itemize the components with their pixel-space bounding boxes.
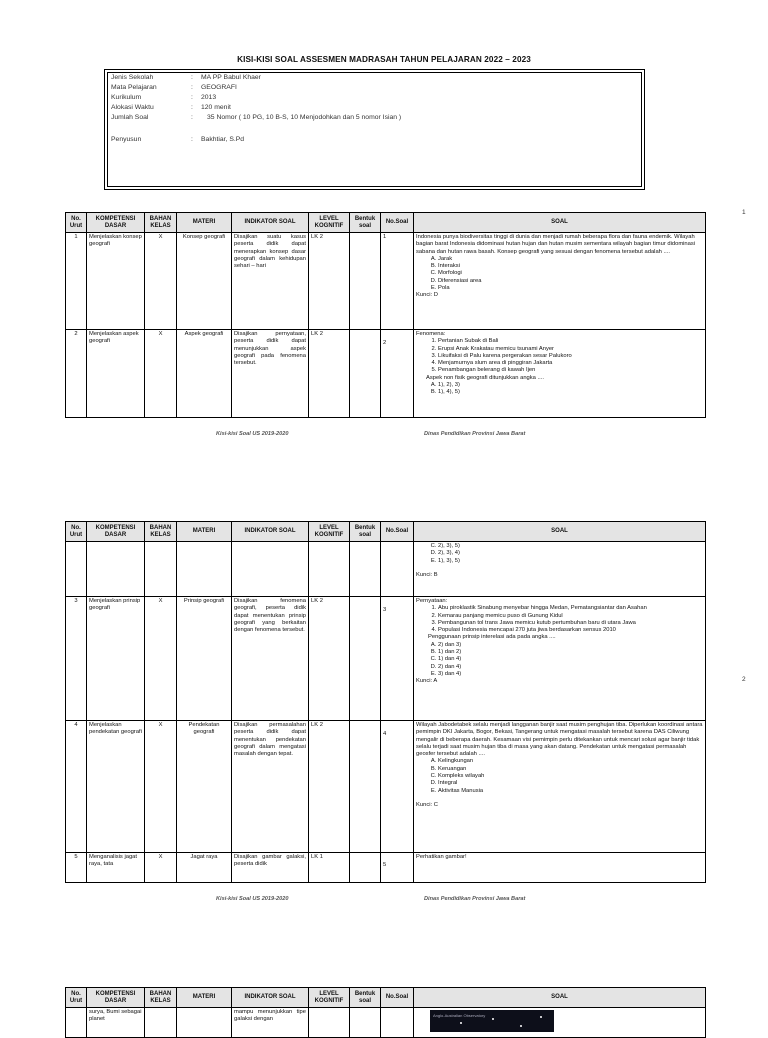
header-level: LEVEL KOGNITIF bbox=[309, 522, 350, 542]
statement-item: 4. Menjamurnya slum area di pinggiran Jakarta bbox=[438, 360, 703, 367]
kisi-table-page-1 bbox=[65, 212, 706, 418]
info-row-jenis-sekolah: Jenis Sekolah : MA PP Babul Khaer bbox=[111, 74, 261, 81]
galaxy-image bbox=[430, 1010, 554, 1032]
statement-item: 5. Penambangan belerang di kawah Ijen bbox=[438, 367, 703, 374]
answer-key: Kunci: C bbox=[416, 801, 438, 808]
cell-no: 3 bbox=[66, 597, 87, 721]
header-bentuk: Bentuk soal bbox=[350, 522, 381, 542]
soal-options bbox=[416, 256, 703, 292]
soal-question: Penggunaan prinsip interelasi ada pada angka .... bbox=[428, 634, 556, 641]
header-kompetensi: KOMPETENSI DASAR bbox=[87, 522, 145, 542]
statement-item: 1. Pertanian Subak di Bali bbox=[438, 338, 703, 345]
header-kelas: BAHAN KELAS bbox=[145, 522, 177, 542]
cell-no: 4 bbox=[66, 721, 87, 853]
cell-kelas: X bbox=[145, 853, 177, 883]
info-label: Alokasi Waktu bbox=[111, 104, 154, 111]
cell-indikator bbox=[232, 542, 309, 597]
cell-indikator: Disajikan suatu kasus peserta didik dapat menerapkan konsep dasar geografi dalam kehidupan sehari – hari bbox=[232, 233, 309, 330]
cell-soal bbox=[414, 721, 706, 853]
soal-statements bbox=[416, 605, 703, 634]
statement-item: 2. Erupsi Anak Krakatau memicu tsunami Anyer bbox=[438, 346, 703, 353]
cell-kompetensi: Menganalisis jagat raya, tata bbox=[87, 853, 145, 883]
info-value: 2013 bbox=[201, 94, 217, 101]
header-materi: MATERI bbox=[177, 522, 232, 542]
cell-level: LK 2 bbox=[309, 721, 350, 853]
info-row-penyusun: Penyusun : Bakhtiar, S.Pd bbox=[111, 136, 245, 143]
cell-materi: Aspek geografi bbox=[177, 330, 232, 418]
page-number: 2 bbox=[742, 676, 746, 683]
option-item: B. 1), 4), 5) bbox=[438, 389, 703, 396]
cell-level: LK 1 bbox=[309, 853, 350, 883]
statement-item: 2. Kemarau panjang memicu puso di Gunung Kidul bbox=[438, 613, 703, 620]
option-item: A. 2) dan 3) bbox=[438, 642, 703, 649]
cell-level bbox=[309, 542, 350, 597]
soal-stem: Perhatikan gambar! bbox=[416, 854, 467, 860]
cell-level: LK 2 bbox=[309, 233, 350, 330]
header-kelas: BAHAN KELAS bbox=[145, 988, 177, 1008]
cell-soal bbox=[414, 233, 706, 330]
header-nosoal: No.Soal bbox=[381, 213, 414, 233]
cell-kompetensi bbox=[87, 542, 145, 597]
table-row bbox=[66, 853, 706, 883]
header-materi: MATERI bbox=[177, 213, 232, 233]
cell-kelas: X bbox=[145, 721, 177, 853]
cell-bentuk bbox=[350, 721, 381, 853]
soal-options bbox=[416, 758, 703, 794]
header-soal: SOAL bbox=[414, 988, 706, 1008]
soal-options bbox=[416, 543, 703, 565]
info-box bbox=[104, 69, 645, 190]
header-soal: SOAL bbox=[414, 213, 706, 233]
cell-nosoal: 4 bbox=[381, 721, 414, 853]
option-item: E. 3) dan 4) bbox=[438, 671, 703, 678]
header-level: LEVEL KOGNITIF bbox=[309, 213, 350, 233]
table-row bbox=[66, 597, 706, 721]
header-no: No. Urut bbox=[66, 522, 87, 542]
soal-stem: Indonesia punya biodiversitas tinggi di dunia dan menjadi rumah beberapa flora dan fauna endemik. Wilayah bagian barat Indonesia didominasi hutan hujan dan hutan musim sementara wilayah bagian timur didominasi sabana dan hutan rawa basah. Konsep geografi yang sesuai dengan fenomena tersebut adalah .... bbox=[416, 234, 696, 255]
cell-materi: Konsep geografi bbox=[177, 233, 232, 330]
cell-no: 1 bbox=[66, 233, 87, 330]
answer-key: Kunci: A bbox=[416, 678, 438, 685]
option-item: C. Kompleks wilayah bbox=[438, 773, 703, 780]
table-row-continued bbox=[66, 542, 706, 597]
cell-nosoal bbox=[381, 1008, 414, 1038]
cell-bentuk bbox=[350, 853, 381, 883]
statement-item: 4. Populasi Indonesia mencapai 270 juta jiwa berdasarkan sensus 2010 bbox=[438, 627, 703, 634]
header-no: No. Urut bbox=[66, 988, 87, 1008]
cell-no: 2 bbox=[66, 330, 87, 418]
footer-left: Kisi-kisi Soal US 2019-2020 bbox=[216, 431, 289, 437]
cell-kelas bbox=[145, 542, 177, 597]
info-row-kurikulum: Kurikulum : 2013 bbox=[111, 94, 217, 101]
header-materi: MATERI bbox=[177, 988, 232, 1008]
info-label: Jenis Sekolah bbox=[111, 74, 154, 81]
soal-statements bbox=[416, 338, 703, 374]
option-item: C. Morfologi bbox=[438, 270, 703, 277]
cell-indikator: Disajikan pernyataan, peserta didik dapat menunjukkan aspek geografi pada fenomena tersebut. bbox=[232, 330, 309, 418]
header-kompetensi: KOMPETENSI DASAR bbox=[87, 213, 145, 233]
soal-options bbox=[416, 642, 703, 678]
cell-materi: Pendekatan geografi bbox=[177, 721, 232, 853]
cell-soal bbox=[414, 542, 706, 597]
table-header-row bbox=[66, 522, 706, 542]
info-row-jumlah-soal: Jumlah Soal : 35 Nomor ( 10 PG, 10 B-S, 10 Menjodohkan dan 5 nomor Isian ) bbox=[111, 114, 402, 121]
header-nosoal: No.Soal bbox=[381, 988, 414, 1008]
option-item: C. 1) dan 4) bbox=[438, 656, 703, 663]
header-nosoal: No.Soal bbox=[381, 522, 414, 542]
cell-level: LK 2 bbox=[309, 597, 350, 721]
option-item: A. 1), 2), 3) bbox=[438, 382, 703, 389]
cell-materi bbox=[177, 542, 232, 597]
option-item: E. 1), 3), 5) bbox=[438, 558, 703, 565]
cell-soal bbox=[414, 853, 706, 883]
table-row-continued bbox=[66, 1008, 706, 1038]
info-label: Penyusun bbox=[111, 136, 142, 143]
table-row bbox=[66, 721, 706, 853]
soal-stem: Wilayah Jabodetabek selalu menjadi langganan banjir saat musim penghujan tiba. Diperlukan koordinasi antara pemimpin DKI Jakarta, Bogor, Bekasi, Tangerang untuk mengatasi masalah tersebut karena DAS Ciliwung mengalir di beberapa daerah. Kesamaan visi pemimpin perlu ditekankan untuk mencari solusi agar banjir tidak selalu terjadi saat musim hujan tiba di masa yang akan datang. Pendekatan untuk mengatasi permasalah geosfer tersebut adalah .... bbox=[416, 722, 703, 758]
soal-question: Aspek non fisik geografi ditunjukkan angka .... bbox=[426, 374, 544, 381]
table-row bbox=[66, 330, 706, 418]
cell-kompetensi: surya, Bumi sebagai planet bbox=[87, 1008, 145, 1038]
cell-nosoal bbox=[381, 542, 414, 597]
cell-soal bbox=[414, 1008, 706, 1038]
cell-bentuk bbox=[350, 542, 381, 597]
cell-materi bbox=[177, 1008, 232, 1038]
cell-kompetensi: Menjelaskan konsep geografi bbox=[87, 233, 145, 330]
option-item: B. Keruangan bbox=[438, 766, 703, 773]
cell-bentuk bbox=[350, 597, 381, 721]
cell-level bbox=[309, 1008, 350, 1038]
header-level: LEVEL KOGNITIF bbox=[309, 988, 350, 1008]
option-item: D. 2), 3), 4) bbox=[438, 550, 703, 557]
info-value: MA PP Babul Khaer bbox=[201, 74, 261, 81]
cell-kelas bbox=[145, 1008, 177, 1038]
cell-level: LK 2 bbox=[309, 330, 350, 418]
cell-nosoal: 1 bbox=[381, 233, 414, 330]
table-header-row bbox=[66, 213, 706, 233]
header-indikator: INDIKATOR SOAL bbox=[232, 988, 309, 1008]
soal-stem: Fenomena: bbox=[416, 331, 446, 337]
option-item: A. Jarak bbox=[438, 256, 703, 263]
table-row bbox=[66, 233, 706, 330]
info-label: Mata Pelajaran bbox=[111, 84, 157, 91]
cell-nosoal: 3 bbox=[381, 597, 414, 721]
statement-item: 3. Likuifaksi di Palu karena pergerakan sesar Palukoro bbox=[438, 353, 703, 360]
cell-soal bbox=[414, 597, 706, 721]
cell-nosoal: 5 bbox=[381, 853, 414, 883]
info-row-mata-pelajaran: Mata Pelajaran : GEOGRAFI bbox=[111, 84, 237, 91]
page-number: 1 bbox=[742, 209, 746, 216]
cell-materi: Prinsip geografi bbox=[177, 597, 232, 721]
info-label: Jumlah Soal bbox=[111, 114, 149, 121]
header-bentuk: Bentuk soal bbox=[350, 988, 381, 1008]
option-item: D. 2) dan 4) bbox=[438, 664, 703, 671]
footer-right: Dinas Pendidikan Provinsi Jawa Barat bbox=[424, 431, 526, 437]
star-dot bbox=[492, 1018, 494, 1020]
info-row-alokasi-waktu: Alokasi Waktu : 120 menit bbox=[111, 104, 231, 111]
footer-right: Dinas Pendidikan Provinsi Jawa Barat bbox=[424, 896, 526, 902]
cell-indikator: Disajikan permasalahan peserta didik dapat menentukan pendekatan geografi dalam mengatasi masalah dengan tepat. bbox=[232, 721, 309, 853]
header-kompetensi: KOMPETENSI DASAR bbox=[87, 988, 145, 1008]
cell-bentuk bbox=[350, 1008, 381, 1038]
document-title: KISI-KISI SOAL ASSESMEN MADRASAH TAHUN PELAJARAN 2022 – 2023 bbox=[237, 55, 531, 64]
cell-nosoal: 2 bbox=[381, 330, 414, 418]
kisi-table-page-2 bbox=[65, 521, 706, 883]
info-value: Bakhtiar, S.Pd bbox=[201, 136, 245, 143]
info-value: 120 menit bbox=[201, 104, 231, 111]
statement-item: 1. Abu piroklastik Sinabung menyebar hingga Medan, Pematangsiantar dan Asahan bbox=[438, 605, 703, 612]
option-item: B. Interaksi bbox=[438, 263, 703, 270]
image-caption: Anglo-Australian Observatory bbox=[433, 1013, 486, 1018]
header-kelas: BAHAN KELAS bbox=[145, 213, 177, 233]
cell-bentuk bbox=[350, 233, 381, 330]
cell-indikator: mampu menunjukkan tipe galaksi dengan bbox=[232, 1008, 309, 1038]
option-item: A. Kelingkungan bbox=[438, 758, 703, 765]
table-header-row bbox=[66, 988, 706, 1008]
cell-no: 5 bbox=[66, 853, 87, 883]
option-item: D. Integral bbox=[438, 780, 703, 787]
cell-no bbox=[66, 542, 87, 597]
statement-item: 3. Pembangunan tol trans Jawa memicu kutub pertumbuhan baru di utara Jawa bbox=[438, 620, 703, 627]
info-value: 35 Nomor ( 10 PG, 10 B-S, 10 Menjodohkan dan 5 nomor Isian ) bbox=[207, 114, 402, 121]
header-no: No. Urut bbox=[66, 213, 87, 233]
info-value: GEOGRAFI bbox=[201, 84, 237, 91]
cell-kelas: X bbox=[145, 330, 177, 418]
option-item: D. Diferensiasi area bbox=[438, 278, 703, 285]
cell-indikator: Disajikan gambar galaksi, peserta didik bbox=[232, 853, 309, 883]
option-item: B. 1) dan 2) bbox=[438, 649, 703, 656]
cell-indikator: Disajikan fenomena geografi, peserta didik dapat menentukan prinsip geografi yang berkaitan dengan fenomena tersebut. bbox=[232, 597, 309, 721]
star-dot bbox=[520, 1025, 522, 1027]
cell-kelas: X bbox=[145, 597, 177, 721]
cell-kompetensi: Menjelaskan pendekatan geografi bbox=[87, 721, 145, 853]
header-indikator: INDIKATOR SOAL bbox=[232, 522, 309, 542]
option-item: C. 2), 3), 5) bbox=[438, 543, 703, 550]
info-label: Kurikulum bbox=[111, 94, 142, 101]
kisi-table-page-3 bbox=[65, 987, 706, 1038]
cell-materi: Jagat raya bbox=[177, 853, 232, 883]
star-dot bbox=[540, 1016, 542, 1018]
cell-kompetensi: Menjelaskan prinsip geografi bbox=[87, 597, 145, 721]
option-item: E. Aktivitas Manusia bbox=[438, 788, 703, 795]
option-item: E. Pola bbox=[438, 285, 703, 292]
answer-key: Kunci: D bbox=[416, 292, 438, 299]
header-bentuk: Bentuk soal bbox=[350, 213, 381, 233]
soal-options bbox=[416, 382, 703, 397]
answer-key: Kunci: B bbox=[416, 571, 438, 578]
header-indikator: INDIKATOR SOAL bbox=[232, 213, 309, 233]
footer-left: Kisi-kisi Soal US 2019-2020 bbox=[216, 896, 289, 902]
cell-no bbox=[66, 1008, 87, 1038]
header-soal: SOAL bbox=[414, 522, 706, 542]
cell-soal bbox=[414, 330, 706, 418]
cell-kompetensi: Menjelaskan aspek geografi bbox=[87, 330, 145, 418]
cell-kelas: X bbox=[145, 233, 177, 330]
cell-bentuk bbox=[350, 330, 381, 418]
soal-stem: Pernyataan: bbox=[416, 598, 448, 604]
